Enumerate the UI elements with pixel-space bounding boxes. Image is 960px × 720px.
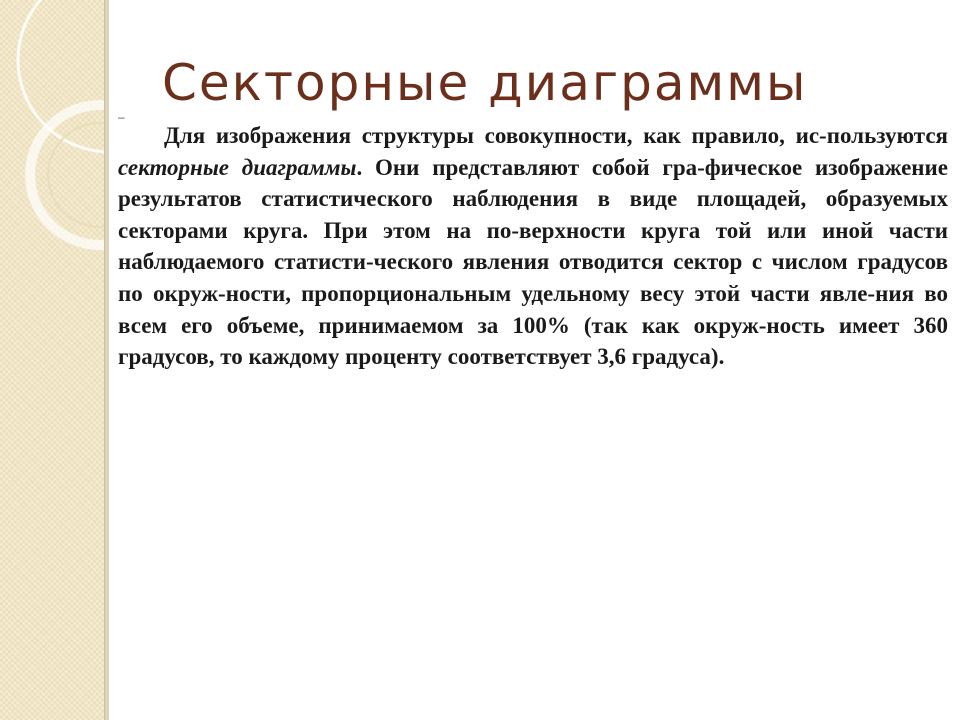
paragraph-part-2: . Они представляют собой гра-фическое изображение результатов статистического наблюдения в виде площадей, образуемых секторами круга. При этом на по-верхности круга той или иной части наблюдаемого статисти-ческого явления отводится сектор с числом градусов по окруж-ности, пропорциональным удельному весу этой части явле-ния во всем его объеме, принимаемом за 100% (так как окруж-ность имеет 360 градусов, то каждому проценту соответствует 3,6 градуса).	[118, 154, 949, 370]
paragraph-emphasis: секторные диаграммы	[118, 154, 357, 180]
body-paragraph	[118, 120, 948, 373]
bullet-marker: –	[118, 110, 125, 124]
slide-title: Секторные диаграммы	[162, 54, 808, 112]
decorative-circles-icon	[0, 0, 104, 720]
paragraph-part-1: Для изображения структуры совокупности, как правило, ис-пользуются	[164, 123, 948, 148]
decorative-sidebar	[0, 0, 104, 720]
sidebar-divider	[104, 0, 109, 720]
